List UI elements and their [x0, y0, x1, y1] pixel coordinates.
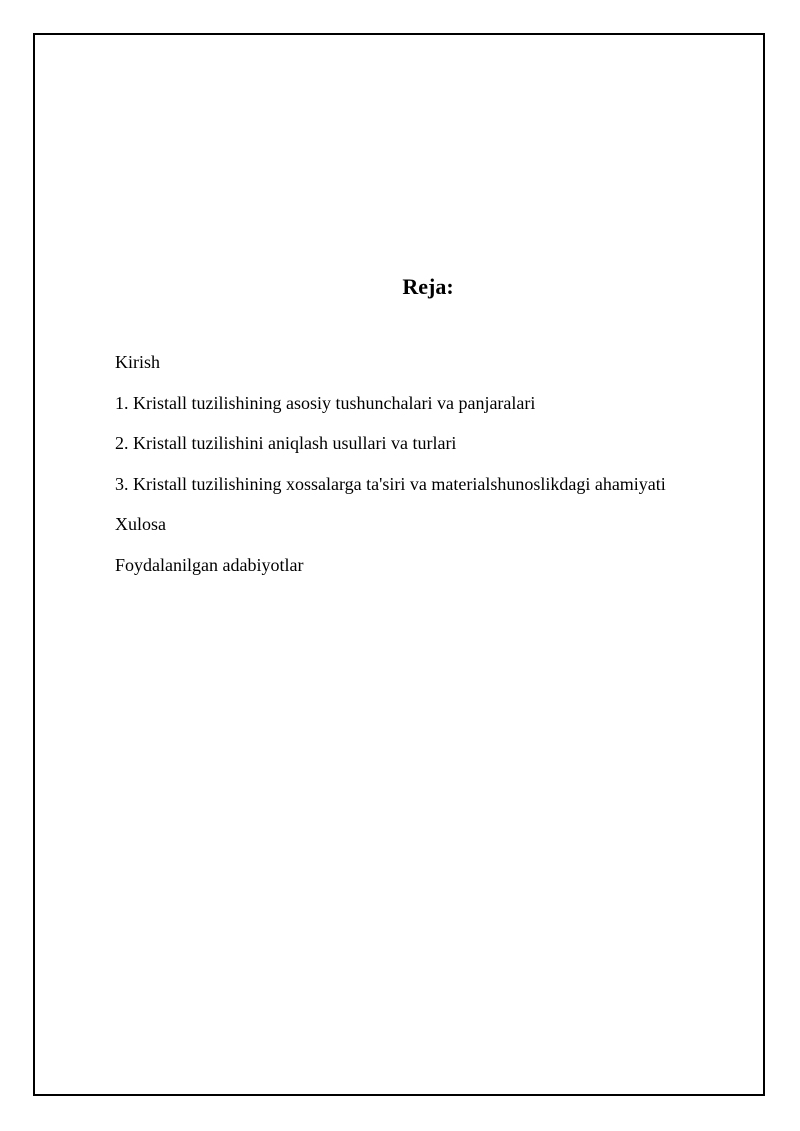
- plan-item-references: Foydalanilgan adabiyotlar: [115, 554, 304, 575]
- plan-item-introduction: Kirish: [115, 352, 160, 372]
- plan-item-chapter-2: 2. Kristall tuzilishini aniqlash usullari va turlari: [115, 433, 457, 453]
- plan-list: [115, 350, 666, 593]
- plan-item-conclusion: Xulosa: [115, 514, 166, 534]
- page-title: Reja:: [402, 274, 454, 299]
- plan-item-chapter-3: 3. Kristall tuzilishining xossalarga ta'siri va materialshunoslikdagi ahamiyati: [115, 473, 666, 494]
- plan-item-chapter-1: 1. Kristall tuzilishining asosiy tushunchalari va panjaralari: [115, 392, 536, 413]
